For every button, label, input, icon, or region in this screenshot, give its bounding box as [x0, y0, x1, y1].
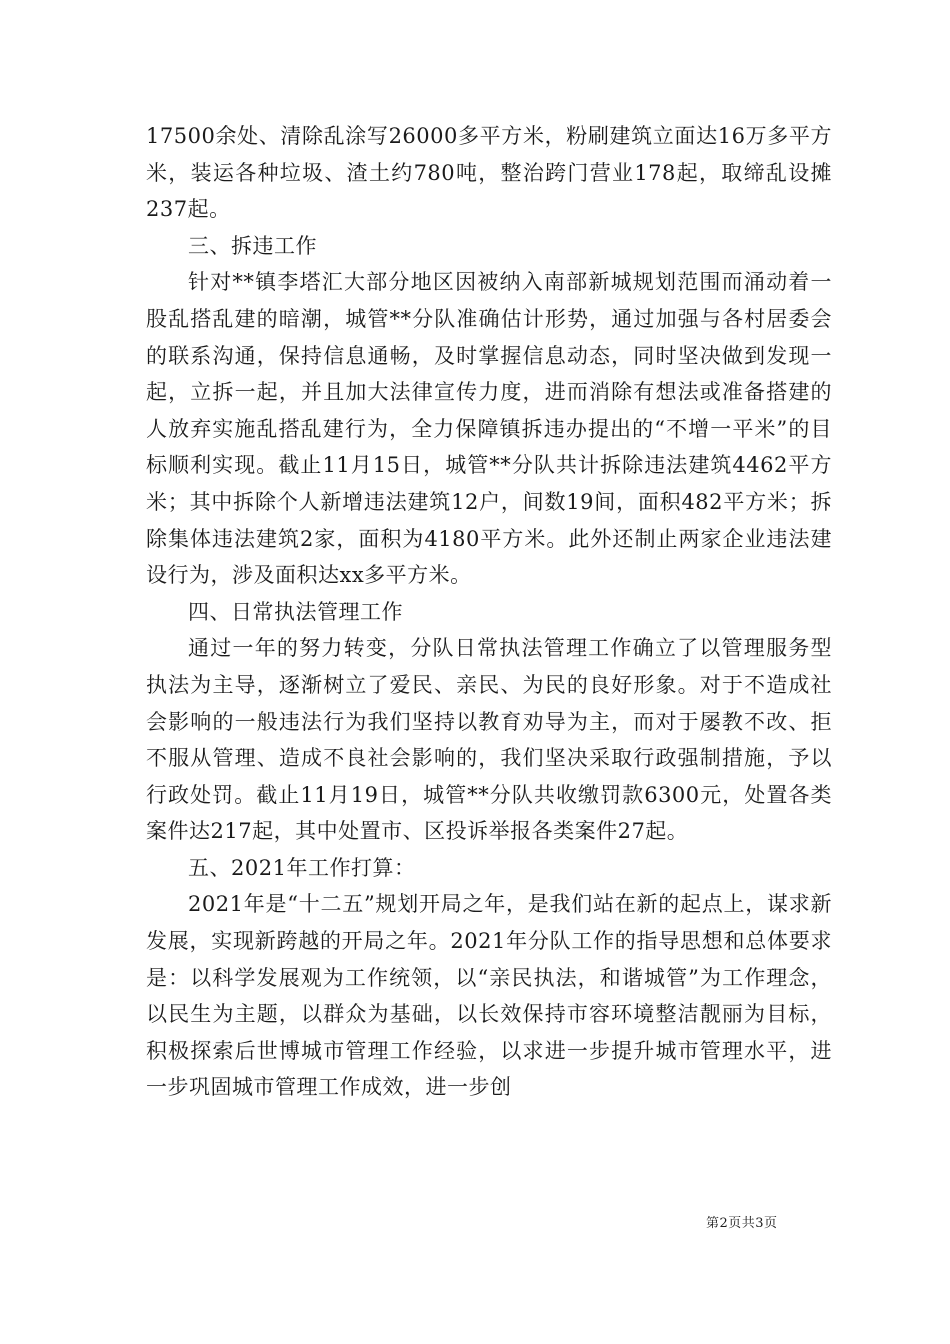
section-heading-2021-plan: 五、2021年工作打算：: [188, 855, 416, 880]
paragraph-daily-enforcement: 通过一年的努力转变，分队日常执法管理工作确立了以管理服务型执法为主导，逐渐树立了爱民、亲民、为民的良好形象。对于不造成社会影响的一般违法行为我们坚持以教育劝导为主，而对于屡教不改、拒不服从管理、造成不良社会影响的，我们坚决采取行政强制措施，予以行政处罚。截止11月19日，城管**分队共收缴罚款6300元，处置各类案件达217起，其中处置市、区投诉举报各类案件27起。: [146, 636, 832, 844]
paragraph-2021-plan: 2021年是“十二五”规划开局之年，是我们站在新的起点上，谋求新发展，实现新跨越的开局之年。2021年分队工作的指导思想和总体要求是：以科学发展观为工作统领，以“亲民执法，和谐城管”为工作理念，以民生为主题，以群众为基础，以长效保持市容环境整洁靓丽为目标，积极探索后世博城市管理工作经验，以求进一步提升城市管理水平，进一步巩固城市管理工作成效，进一步创: [146, 892, 832, 1100]
document-body: [146, 118, 832, 1106]
page-number-footer: 第2页共3页: [706, 1216, 778, 1231]
section-heading-demolition: 三、拆违工作: [188, 233, 317, 258]
paragraph-demolition: 针对**镇李塔汇大部分地区因被纳入南部新城规划范围而涌动着一股乱搭乱建的暗潮，城管**分队准确估计形势，通过加强与各村居委会的联系沟通，保持信息通畅，及时掌握信息动态，同时坚决做到发现一起，立拆一起，并且加大法律宣传力度，进而消除有想法或准备搭建的人放弃实施乱搭乱建行为，全力保障镇拆违办提出的“不增一平米”的目标顺利实现。截止11月15日，城管**分队共计拆除违法建筑4462平方米；其中拆除个人新增违法建筑12户，间数19间，面积482平方米；拆除集体违法建筑2家，面积为4180平方米。此外还制止两家企业违法建设行为，涉及面积达xx多平方米。: [146, 270, 832, 588]
paragraph-continued: 17500余处、清除乱涂写26000多平方米，粉刷建筑立面达16万多平方米，装运各种垃圾、渣土约780吨，整治跨门营业178起，取缔乱设摊237起。: [146, 124, 832, 222]
section-heading-daily-enforcement: 四、日常执法管理工作: [188, 599, 403, 624]
